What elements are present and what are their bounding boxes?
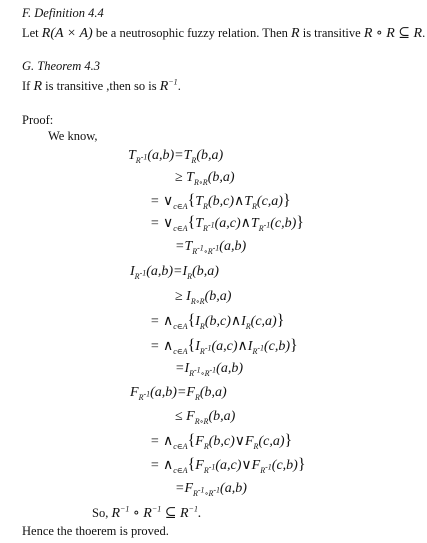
eq-line: ≤ $F_{R\circ R}(b,a)$ <box>175 409 236 426</box>
theorem-math-r: R <box>33 79 43 94</box>
theorem-math-rinv: $R^{-1}$ <box>159 77 178 94</box>
definition-statement <box>22 25 425 42</box>
definition-heading: F. Definition 4.4 <box>22 6 104 20</box>
theorem-text-b: is transitive ,then so is <box>45 79 157 93</box>
eq-line: $=F_{R^{-1}\circ R^{-1}}(a,b)$ <box>175 481 247 498</box>
eq-line: $T_{R^{-1}}(a,b)=T_R(b,a)$ <box>128 148 224 165</box>
eq-line: = $\wedge_{c\in A}\{F_{R^{-1}}(a,c)\vee F_{R^{-1}}(c,b)\}$ <box>150 456 306 475</box>
definition-text-c: is transitive <box>302 26 361 40</box>
proof-so-text: So, <box>92 506 109 520</box>
eq-line: $F_{R^{-1}}(a,b)=F_R(b,a)$ <box>130 385 227 402</box>
proof-label: Proof: <box>22 113 54 127</box>
definition-math-transitive: R ∘ R ⊆ R <box>363 26 423 41</box>
definition-text-a: Let <box>22 26 39 40</box>
definition-math-r: R <box>291 26 300 41</box>
definition-math-relation: R(A × A) <box>41 26 93 41</box>
eq-line: ≥ $T_{R\circ R}(b,a)$ <box>175 170 235 187</box>
theorem-end: . <box>177 79 181 93</box>
eq-line: = $\wedge_{c\in A}\{F_R(b,c)\vee F_R(c,a)\}$ <box>150 432 293 451</box>
eq-line: $=T_{R^{-1}\circ R^{-1}}(a,b)$ <box>175 239 247 256</box>
eq-line: = $\wedge_{c\in A}\{I_R(b,c)\wedge I_R(c,a)\}$ <box>150 312 285 331</box>
eq-line: = $\wedge_{c\in A}\{I_{R^{-1}}(a,c)\wedge I_{R^{-1}}(c,b)\}$ <box>150 337 298 356</box>
definition-text-b: be a neutrosophic fuzzy relation. Then <box>95 26 288 40</box>
theorem-heading: G. Theorem 4.3 <box>22 59 101 73</box>
eq-line: = $\vee_{c\in A}\{T_{R^{-1}}(a,c)\wedge T_{R^{-1}}(c,b)\}$ <box>150 214 304 233</box>
theorem-statement <box>22 79 181 95</box>
proof-intro: We know, <box>48 129 98 143</box>
theorem-text-a: If <box>22 79 31 93</box>
eq-line: ≥ $I_{R\circ R}(b,a)$ <box>175 289 232 306</box>
proof-conclusion: Hence the thoerem is proved. <box>22 524 169 538</box>
definition-end: . <box>422 26 426 40</box>
eq-line: = $\vee_{c\in A}\{T_R(b,c)\wedge T_R(c,a)\}$ <box>150 192 291 211</box>
proof-so-math: $R^{-1}$ ∘ $R^{-1}$ ⊆ $R^{-1}$. <box>111 504 202 521</box>
eq-line: $=I_{R^{-1}\circ R^{-1}}(a,b)$ <box>175 361 243 378</box>
proof-so-line <box>92 505 201 522</box>
eq-line: $I_{R^{-1}}(a,b)=I_R(b,a)$ <box>130 264 219 281</box>
